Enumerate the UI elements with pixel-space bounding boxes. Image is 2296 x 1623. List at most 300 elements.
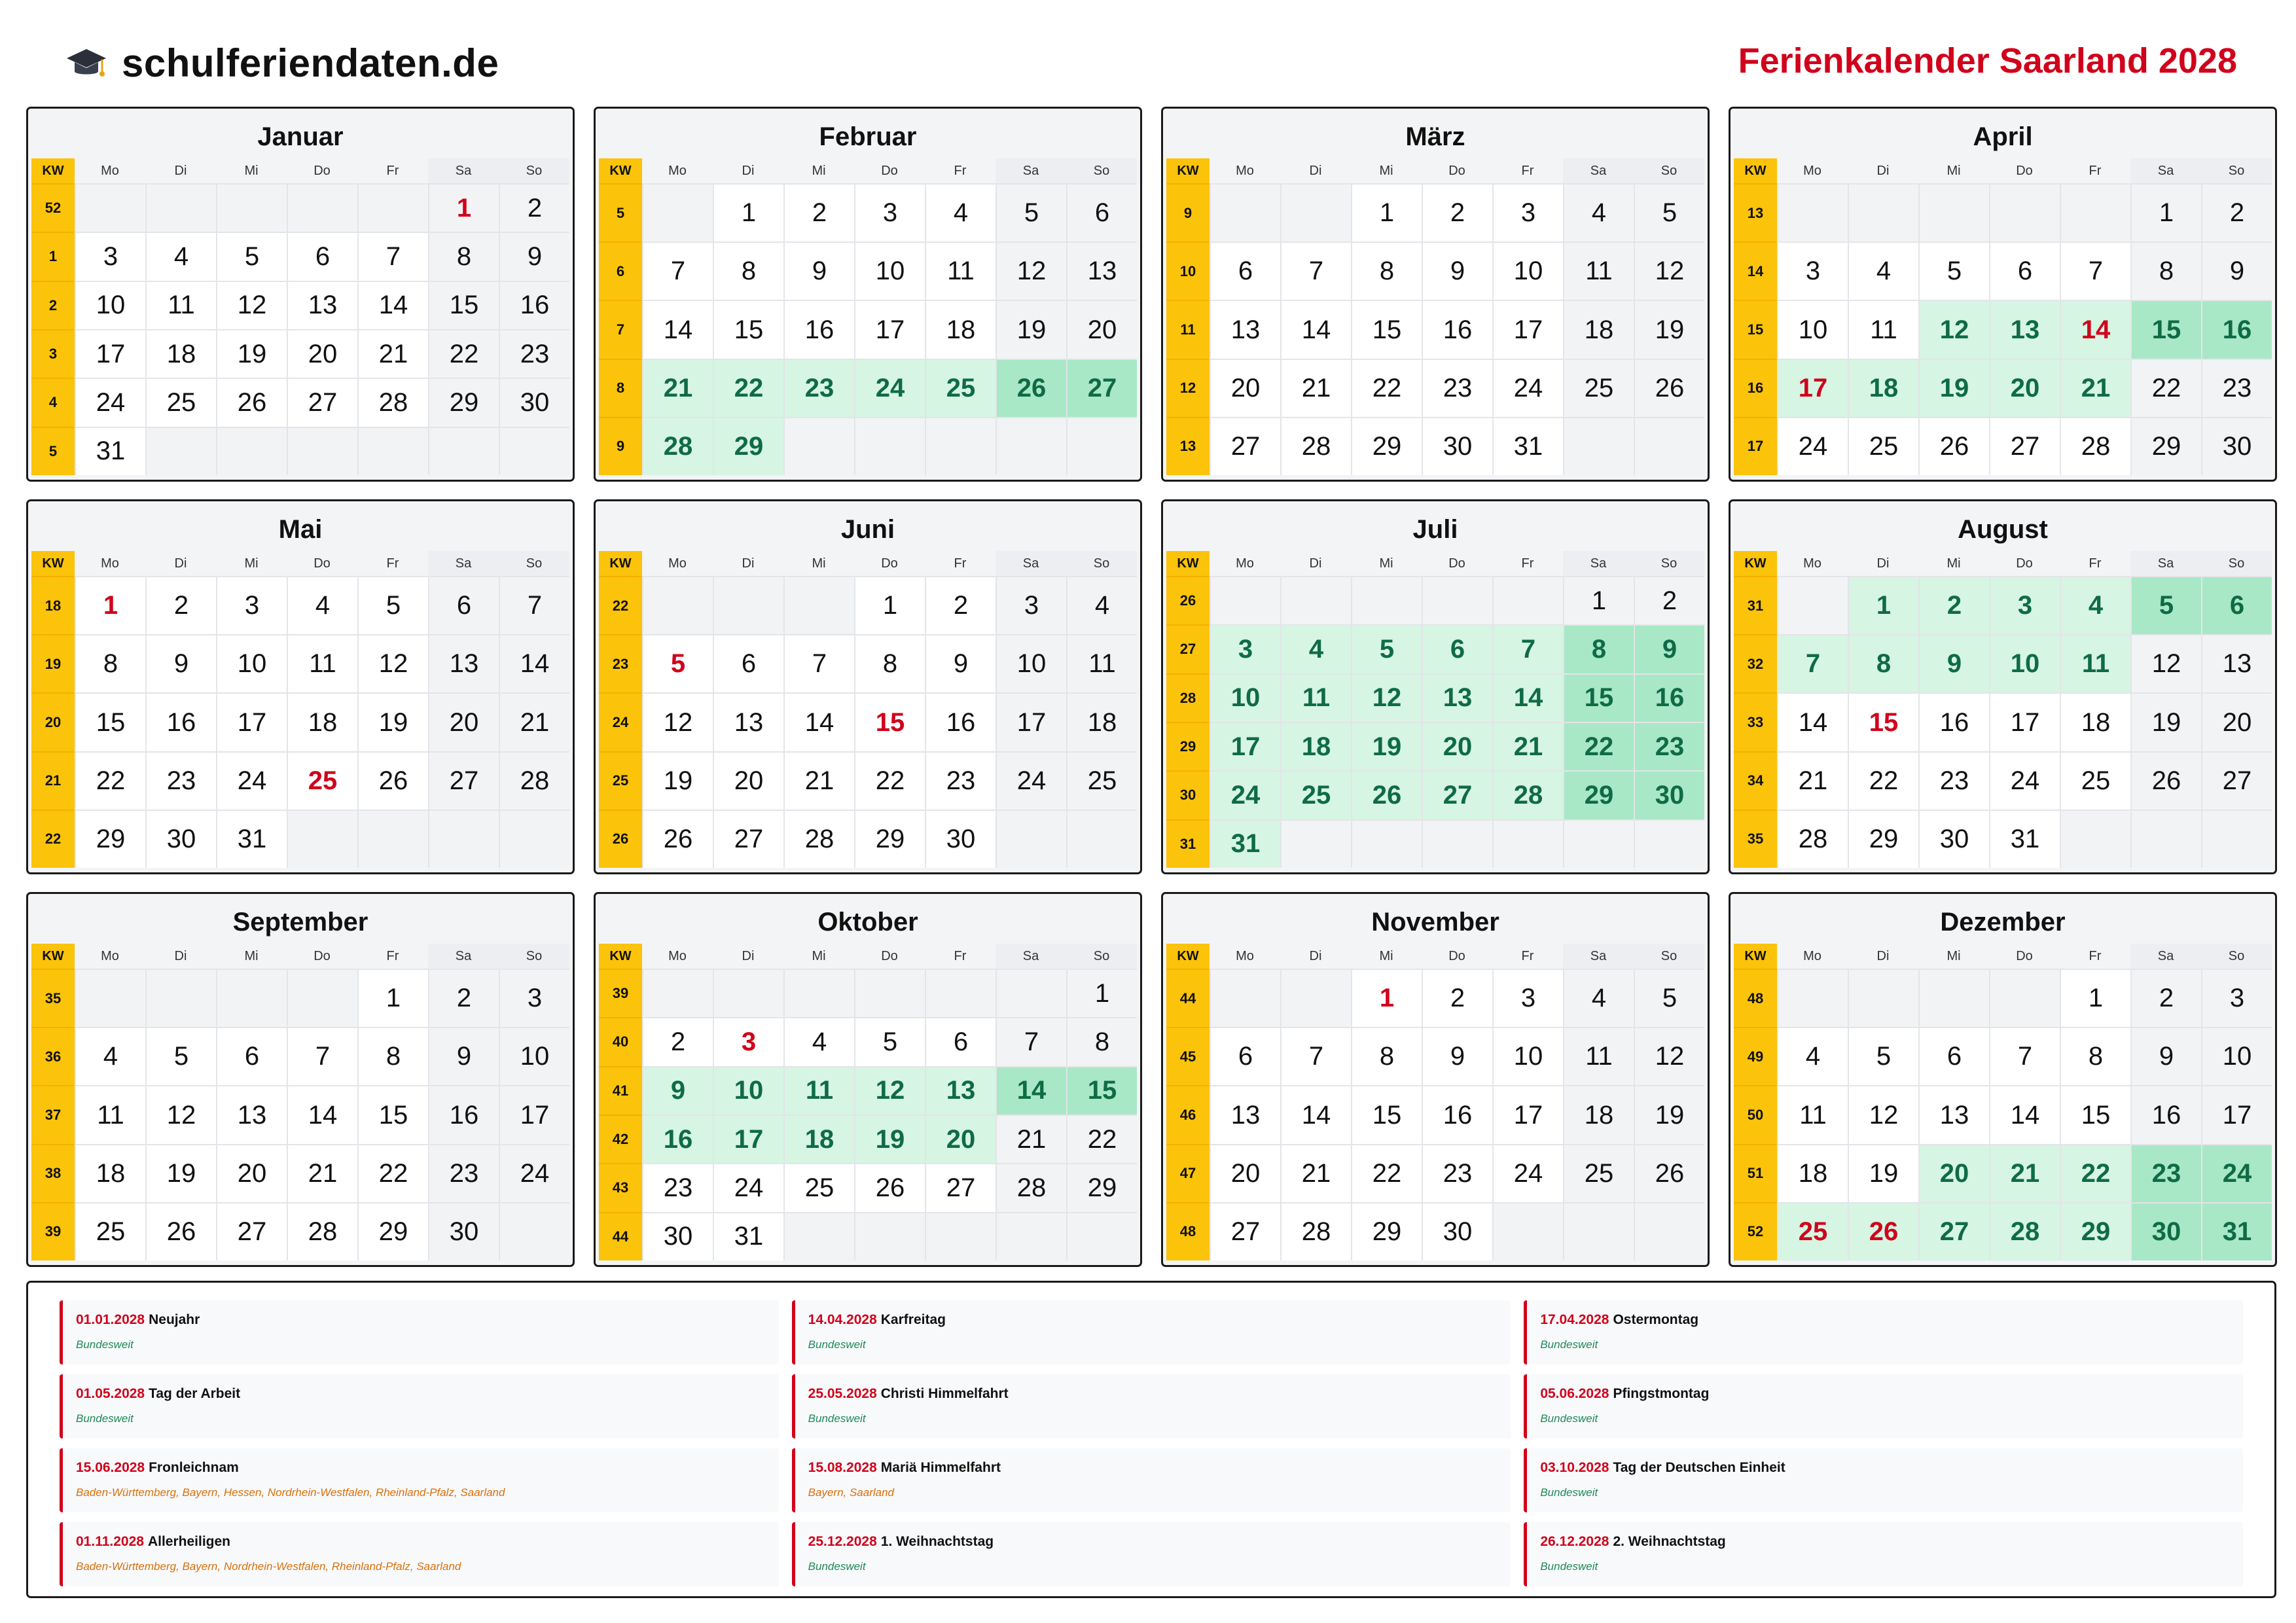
day-cell: 12	[216, 281, 287, 329]
empty-cell	[642, 969, 713, 1017]
day-cell: 4	[925, 183, 996, 241]
month-calendar	[594, 107, 1142, 482]
day-cell: 21	[1777, 751, 1848, 810]
day-cell: 19	[1848, 1144, 1918, 1202]
day-cell: 4	[1563, 969, 1634, 1027]
kw-header: KW	[1166, 944, 1210, 969]
vacation-day-cell: 27	[1918, 1202, 1989, 1260]
site-logo[interactable]	[65, 41, 499, 86]
day-cell: 27	[2201, 751, 2272, 810]
day-cell: 15	[428, 281, 499, 329]
day-cell: 25	[1066, 751, 1137, 810]
week-row	[599, 300, 1137, 358]
vacation-day-cell: 11	[1280, 673, 1351, 722]
day-cell: 16	[783, 300, 854, 358]
empty-cell	[1422, 819, 1492, 868]
vacation-day-cell: 25	[1280, 770, 1351, 819]
empty-cell	[1634, 417, 1704, 475]
day-cell: 4	[287, 576, 357, 634]
week-row	[1734, 810, 2272, 868]
week-row	[599, 1017, 1137, 1065]
holiday-region: Bundesweit	[1540, 1560, 1598, 1573]
empty-cell	[1492, 819, 1563, 868]
week-number: 1	[31, 232, 75, 280]
holiday-line	[76, 1312, 779, 1328]
weekday-label: Fr	[386, 948, 399, 963]
day-cell: 5	[1634, 183, 1704, 241]
day-cell: 27	[428, 751, 499, 810]
day-cell: 10	[854, 241, 925, 300]
empty-cell	[1351, 576, 1422, 624]
weekday-label: Do	[1448, 163, 1465, 178]
weekday-label: Di	[742, 163, 755, 178]
day-cell: 27	[1210, 417, 1280, 475]
day-cell: 21	[996, 1115, 1066, 1163]
vacation-day-cell: 9	[642, 1066, 713, 1115]
empty-cell	[642, 576, 713, 634]
weekday-label: Di	[742, 556, 755, 571]
week-row	[1166, 1144, 1704, 1202]
day-cell: 15	[713, 300, 783, 358]
vacation-day-cell: 28	[1492, 770, 1563, 819]
weekday-label: So	[499, 158, 569, 183]
day-cell: 24	[1989, 751, 2060, 810]
holiday-day-cell: 14	[2060, 300, 2130, 358]
week-number: 38	[31, 1144, 75, 1202]
vacation-day-cell: 23	[1634, 722, 1704, 770]
day-cell: 16	[428, 1085, 499, 1143]
week-row	[31, 183, 569, 232]
empty-cell	[1777, 183, 1848, 241]
vacation-day-cell: 30	[2130, 1202, 2201, 1260]
vacation-day-cell: 24	[854, 359, 925, 417]
holiday-item	[60, 1374, 779, 1438]
week-number: 26	[1166, 576, 1210, 624]
day-cell: 18	[1066, 692, 1137, 751]
vacation-day-cell: 18	[1280, 722, 1351, 770]
day-cell: 27	[1989, 417, 2060, 475]
week-number: 32	[1734, 634, 1777, 692]
day-cell: 26	[642, 810, 713, 868]
day-cell: 20	[287, 329, 357, 378]
empty-cell	[925, 417, 996, 475]
vacation-day-cell: 24	[1210, 770, 1280, 819]
week-row	[31, 281, 569, 329]
day-cell: 29	[1351, 1202, 1422, 1260]
empty-cell	[216, 183, 287, 232]
day-cell: 12	[2130, 634, 2201, 692]
empty-cell	[145, 183, 216, 232]
month-calendar	[26, 892, 575, 1267]
vacation-day-cell: 27	[1066, 359, 1137, 417]
empty-cell	[854, 1212, 925, 1260]
day-cell: 6	[1989, 241, 2060, 300]
holiday-item	[792, 1300, 1511, 1364]
day-cell: 26	[357, 751, 428, 810]
week-number: 26	[599, 810, 642, 868]
week-number: 18	[31, 576, 75, 634]
holiday-date: 26.12.2028	[1540, 1534, 1609, 1549]
holiday-line	[76, 1534, 779, 1550]
week-row	[599, 810, 1137, 868]
week-number: 13	[1734, 183, 1777, 241]
empty-cell	[854, 417, 925, 475]
month-calendar	[1161, 107, 1710, 482]
weekday-label: So	[1634, 551, 1704, 576]
day-cell: 29	[1351, 417, 1422, 475]
day-cell: 10	[1777, 300, 1848, 358]
weekday-header	[1734, 551, 2272, 576]
vacation-day-cell: 12	[1351, 673, 1422, 722]
day-cell: 6	[428, 576, 499, 634]
day-cell: 28	[1280, 417, 1351, 475]
day-cell: 18	[1777, 1144, 1848, 1202]
day-cell: 19	[642, 751, 713, 810]
holiday-item	[792, 1522, 1511, 1586]
vacation-day-cell: 5	[2130, 576, 2201, 634]
weekday-label: So	[499, 551, 569, 576]
day-cell: 4	[1066, 576, 1137, 634]
day-cell: 5	[216, 232, 287, 280]
weekday-label: Sa	[1563, 158, 1634, 183]
week-row	[1166, 1085, 1704, 1143]
week-row	[1166, 624, 1704, 673]
vacation-day-cell: 24	[2201, 1144, 2272, 1202]
day-cell: 18	[75, 1144, 145, 1202]
day-cell: 28	[783, 810, 854, 868]
day-cell: 3	[1492, 183, 1563, 241]
kw-header: KW	[1734, 158, 1777, 183]
weekday-label: Sa	[996, 944, 1066, 969]
weekday-label: Mi	[244, 556, 259, 571]
week-row	[599, 751, 1137, 810]
week-row	[31, 576, 569, 634]
vacation-day-cell: 21	[1492, 722, 1563, 770]
month-calendar	[594, 499, 1142, 874]
day-cell: 11	[1563, 241, 1634, 300]
day-cell: 20	[1066, 300, 1137, 358]
weekday-label: Fr	[1521, 556, 1534, 571]
week-row	[599, 692, 1137, 751]
day-cell: 14	[499, 634, 569, 692]
week-row	[1166, 1027, 1704, 1085]
weekday-label: Mi	[1946, 556, 1961, 571]
week-row	[599, 969, 1137, 1017]
kw-header: KW	[599, 158, 642, 183]
day-cell: 25	[1563, 359, 1634, 417]
kw-header: KW	[1734, 944, 1777, 969]
weekday-label: So	[2201, 158, 2272, 183]
day-cell: 29	[2130, 417, 2201, 475]
weeks	[599, 183, 1137, 475]
day-cell: 6	[1210, 1027, 1280, 1085]
day-cell: 29	[1066, 1163, 1137, 1211]
day-cell: 1	[2130, 183, 2201, 241]
day-cell: 26	[216, 378, 287, 426]
day-cell: 18	[2060, 692, 2130, 751]
week-row	[31, 1027, 569, 1085]
day-cell: 5	[1634, 969, 1704, 1027]
day-cell: 3	[216, 576, 287, 634]
vacation-day-cell: 18	[783, 1115, 854, 1163]
holiday-date: 05.06.2028	[1540, 1386, 1609, 1401]
empty-cell	[216, 427, 287, 475]
week-number: 22	[31, 810, 75, 868]
vacation-day-cell: 5	[1351, 624, 1422, 673]
holiday-day-cell: 25	[287, 751, 357, 810]
vacation-day-cell: 10	[1989, 634, 2060, 692]
month-name: Dezember	[1940, 908, 2066, 936]
holiday-date: 14.04.2028	[808, 1312, 877, 1327]
day-cell: 22	[75, 751, 145, 810]
day-cell: 18	[145, 329, 216, 378]
holiday-date: 01.11.2028	[76, 1534, 144, 1549]
day-cell: 11	[145, 281, 216, 329]
weekday-label: Mo	[101, 556, 119, 571]
day-cell: 3	[2201, 969, 2272, 1027]
holiday-day-cell: 1	[75, 576, 145, 634]
weekday-label: Do	[881, 163, 898, 178]
empty-cell	[1918, 969, 1989, 1027]
day-cell: 20	[1210, 359, 1280, 417]
weekday-label: So	[499, 944, 569, 969]
day-cell: 8	[1351, 241, 1422, 300]
month-calendar	[26, 499, 575, 874]
day-cell: 7	[642, 241, 713, 300]
empty-cell	[925, 1212, 996, 1260]
month-name: Juni	[840, 515, 895, 544]
empty-cell	[2060, 183, 2130, 241]
day-cell: 2	[1422, 969, 1492, 1027]
day-cell: 7	[996, 1017, 1066, 1065]
weeks	[31, 969, 569, 1260]
empty-cell	[1563, 819, 1634, 868]
weekday-label: Mo	[668, 948, 687, 963]
holiday-region: Baden-Württemberg, Bayern, Hessen, Nordrhein-Westfalen, Rheinland-Pfalz, Saarland	[76, 1486, 505, 1499]
week-number: 15	[1734, 300, 1777, 358]
week-number: 19	[31, 634, 75, 692]
holiday-item	[60, 1448, 779, 1512]
empty-cell	[287, 427, 357, 475]
empty-cell	[1280, 819, 1351, 868]
day-cell: 12	[1634, 1027, 1704, 1085]
day-cell: 13	[287, 281, 357, 329]
vacation-day-cell: 13	[925, 1066, 996, 1115]
week-number: 49	[1734, 1027, 1777, 1085]
week-row	[31, 634, 569, 692]
day-cell: 29	[357, 1202, 428, 1260]
day-cell: 11	[75, 1085, 145, 1143]
vacation-day-cell: 8	[1848, 634, 1918, 692]
vacation-day-cell: 17	[713, 1115, 783, 1163]
weekday-header	[599, 158, 1137, 183]
holiday-name: Tag der Arbeit	[149, 1386, 241, 1401]
day-cell: 12	[996, 241, 1066, 300]
day-cell: 20	[216, 1144, 287, 1202]
empty-cell	[1066, 1212, 1137, 1260]
day-cell: 8	[854, 634, 925, 692]
day-cell: 17	[854, 300, 925, 358]
month-name: Juli	[1412, 515, 1458, 544]
day-cell: 17	[1492, 300, 1563, 358]
day-cell: 29	[1848, 810, 1918, 868]
weekday-label: Fr	[954, 948, 967, 963]
vacation-day-cell: 3	[1989, 576, 2060, 634]
day-cell: 4	[145, 232, 216, 280]
empty-cell	[428, 810, 499, 868]
vacation-day-cell: 22	[713, 359, 783, 417]
weekday-header	[31, 158, 569, 183]
month-name: Januar	[257, 122, 344, 151]
day-cell: 11	[1066, 634, 1137, 692]
day-cell: 16	[1422, 300, 1492, 358]
weeks	[1166, 183, 1704, 475]
kw-header: KW	[31, 551, 75, 576]
day-cell: 1	[713, 183, 783, 241]
week-row	[31, 329, 569, 378]
day-cell: 14	[357, 281, 428, 329]
vacation-day-cell: 14	[996, 1066, 1066, 1115]
holiday-line	[1540, 1386, 2243, 1402]
weekday-label: Mi	[1379, 948, 1393, 963]
weekday-label: Do	[314, 948, 331, 963]
empty-cell	[1989, 969, 2060, 1027]
day-cell: 14	[1280, 1085, 1351, 1143]
holiday-region: Bundesweit	[808, 1560, 866, 1573]
holiday-day-cell: 1	[1351, 969, 1422, 1027]
weekday-label: Fr	[386, 163, 399, 178]
weekday-label: Fr	[386, 556, 399, 571]
holiday-date: 25.12.2028	[808, 1534, 877, 1549]
vacation-day-cell: 28	[1989, 1202, 2060, 1260]
week-number: 7	[599, 300, 642, 358]
week-row	[599, 576, 1137, 634]
week-number: 10	[1166, 241, 1210, 300]
day-cell: 14	[1280, 300, 1351, 358]
weekday-label: Sa	[2130, 944, 2201, 969]
weekday-label: Mo	[668, 163, 687, 178]
week-row	[1166, 183, 1704, 241]
day-cell: 2	[1634, 576, 1704, 624]
day-cell: 2	[428, 969, 499, 1027]
day-cell: 27	[713, 810, 783, 868]
week-number: 28	[1166, 673, 1210, 722]
day-cell: 3	[75, 232, 145, 280]
weekday-header	[31, 551, 569, 576]
kw-header: KW	[1166, 551, 1210, 576]
week-row	[1734, 576, 2272, 634]
day-cell: 28	[996, 1163, 1066, 1211]
day-cell: 9	[925, 634, 996, 692]
empty-cell	[996, 417, 1066, 475]
day-cell: 10	[996, 634, 1066, 692]
holiday-date: 17.04.2028	[1540, 1312, 1609, 1327]
holiday-line	[808, 1534, 1511, 1550]
day-cell: 7	[499, 576, 569, 634]
site-name: schulferiendaten.de	[122, 41, 499, 85]
day-cell: 25	[783, 1163, 854, 1211]
day-cell: 5	[1918, 241, 1989, 300]
holiday-line	[808, 1460, 1511, 1476]
empty-cell	[216, 969, 287, 1027]
week-number: 41	[599, 1066, 642, 1115]
day-cell: 11	[287, 634, 357, 692]
week-number: 39	[31, 1202, 75, 1260]
kw-header: KW	[1166, 158, 1210, 183]
day-cell: 5	[996, 183, 1066, 241]
day-cell: 8	[428, 232, 499, 280]
holiday-item	[792, 1374, 1511, 1438]
day-cell: 27	[1210, 1202, 1280, 1260]
weekday-label: Mo	[1236, 556, 1254, 571]
holiday-day-cell: 15	[854, 692, 925, 751]
week-number: 39	[599, 969, 642, 1017]
day-cell: 8	[1066, 1017, 1137, 1065]
weekday-label: Di	[742, 948, 755, 963]
day-cell: 20	[1210, 1144, 1280, 1202]
day-cell: 8	[75, 634, 145, 692]
vacation-day-cell: 8	[1563, 624, 1634, 673]
day-cell: 5	[1848, 1027, 1918, 1085]
week-number: 22	[599, 576, 642, 634]
vacation-day-cell: 27	[1422, 770, 1492, 819]
week-number: 9	[1166, 183, 1210, 241]
day-cell: 15	[75, 692, 145, 751]
vacation-day-cell: 30	[1634, 770, 1704, 819]
day-cell: 28	[2060, 417, 2130, 475]
day-cell: 31	[216, 810, 287, 868]
week-row	[1166, 241, 1704, 300]
day-cell: 25	[1563, 1144, 1634, 1202]
week-number: 13	[1166, 417, 1210, 475]
month-calendar	[594, 892, 1142, 1267]
empty-cell	[1492, 576, 1563, 624]
day-cell: 5	[854, 1017, 925, 1065]
day-cell: 24	[75, 378, 145, 426]
vacation-day-cell: 19	[1351, 722, 1422, 770]
weekday-label: Mo	[1803, 556, 1821, 571]
weekday-label: Sa	[1563, 944, 1634, 969]
week-row	[1166, 417, 1704, 475]
empty-cell	[1848, 969, 1918, 1027]
week-number: 48	[1734, 969, 1777, 1027]
holiday-line	[808, 1386, 1511, 1402]
vacation-day-cell: 11	[783, 1066, 854, 1115]
week-number: 24	[599, 692, 642, 751]
vacation-day-cell: 4	[1280, 624, 1351, 673]
day-cell: 22	[428, 329, 499, 378]
day-cell: 1	[2060, 969, 2130, 1027]
day-cell: 27	[287, 378, 357, 426]
holiday-date: 15.06.2028	[76, 1460, 145, 1475]
day-cell: 19	[1634, 1085, 1704, 1143]
week-number: 4	[31, 378, 75, 426]
day-cell: 2	[2201, 183, 2272, 241]
day-cell: 19	[2130, 692, 2201, 751]
empty-cell	[75, 183, 145, 232]
day-cell: 11	[1848, 300, 1918, 358]
day-cell: 10	[2201, 1027, 2272, 1085]
day-cell: 8	[2130, 241, 2201, 300]
vacation-day-cell: 15	[1066, 1066, 1137, 1115]
week-number: 20	[31, 692, 75, 751]
weekday-label: Do	[1448, 948, 1465, 963]
week-number: 27	[1166, 624, 1210, 673]
week-row	[31, 232, 569, 280]
holiday-date: 01.01.2028	[76, 1312, 145, 1327]
weekday-label: Sa	[2130, 158, 2201, 183]
day-cell: 7	[783, 634, 854, 692]
